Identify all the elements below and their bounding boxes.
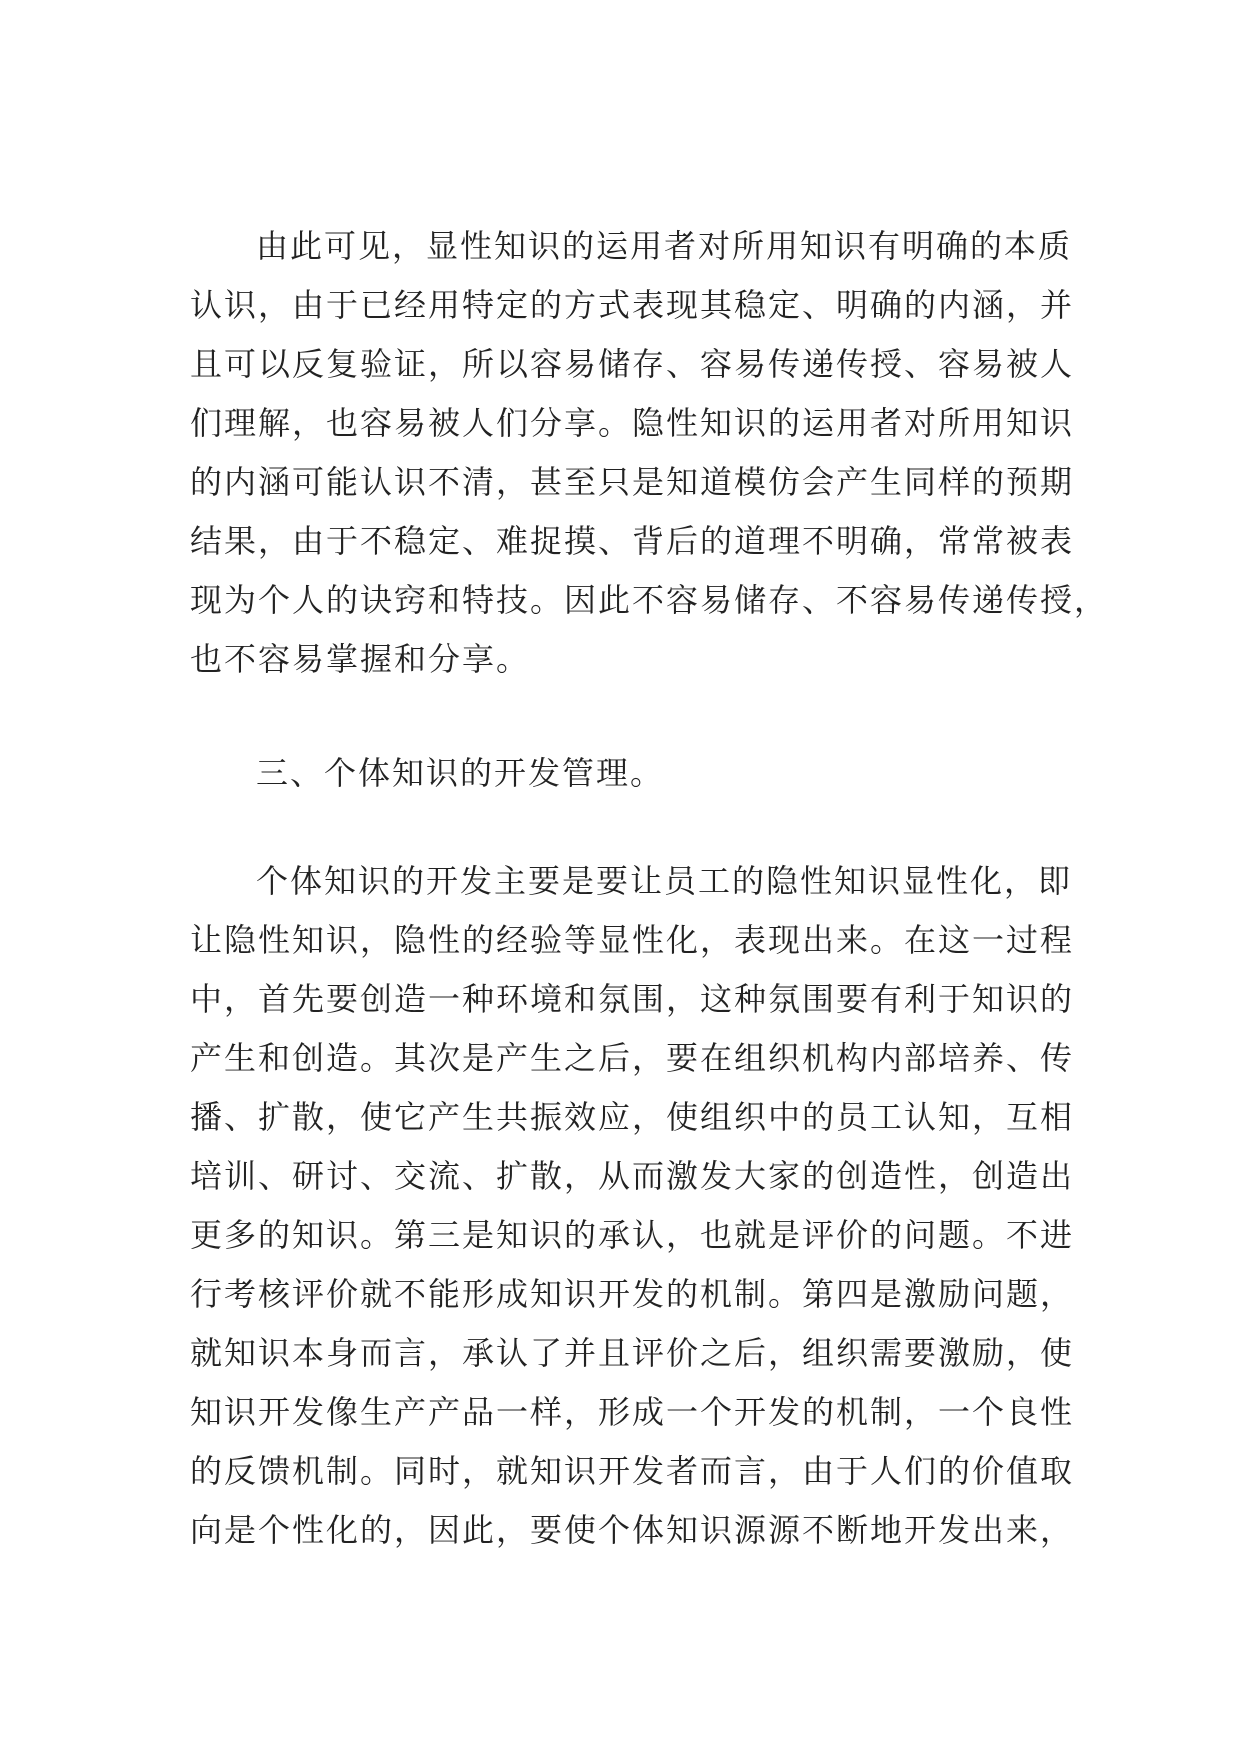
paragraph-line: 让隐性知识，隐性的经验等显性化，表现出来。在这一过程 bbox=[190, 921, 1075, 959]
section-heading-text: 三、个体知识的开发管理。 bbox=[256, 754, 665, 792]
paragraph-line: 个体知识的开发主要是要让员工的隐性知识显性化，即 bbox=[256, 862, 1073, 900]
paragraph-line: 的内涵可能认识不清，甚至只是知道模仿会产生同样的预期 bbox=[190, 463, 1075, 501]
paragraph-line: 的反馈机制。同时，就知识开发者而言，由于人们的价值取 bbox=[190, 1452, 1075, 1490]
paragraph-line: 更多的知识。第三是知识的承认，也就是评价的问题。不进 bbox=[190, 1216, 1075, 1254]
paragraph-line: 结果，由于不稳定、难捉摸、背后的道理不明确，常常被表 bbox=[190, 522, 1075, 560]
paragraph-line: 行考核评价就不能形成知识开发的机制。第四是激励问题， bbox=[190, 1275, 1075, 1313]
paragraph-line: 就知识本身而言，承认了并且评价之后，组织需要激励，使 bbox=[190, 1334, 1075, 1372]
paragraph-line: 知识开发像生产产品一样，形成一个开发的机制，一个良性 bbox=[190, 1393, 1075, 1431]
paragraph-line: 向是个性化的，因此，要使个体知识源源不断地开发出来， bbox=[190, 1511, 1075, 1549]
paragraph-line: 培训、研讨、交流、扩散，从而激发大家的创造性，创造出 bbox=[190, 1157, 1075, 1195]
paragraph-line: 播、扩散，使它产生共振效应，使组织中的员工认知，互相 bbox=[190, 1098, 1075, 1136]
paragraph-line: 们理解，也容易被人们分享。隐性知识的运用者对所用知识 bbox=[190, 404, 1075, 442]
paragraph-line: 由此可见，显性知识的运用者对所用知识有明确的本质 bbox=[256, 227, 1073, 265]
paragraph-line: 认识，由于已经用特定的方式表现其稳定、明确的内涵，并 bbox=[190, 286, 1075, 324]
paragraph-line: 中，首先要创造一种环境和氛围，这种氛围要有利于知识的 bbox=[190, 980, 1075, 1018]
paragraph-line: 且可以反复验证，所以容易储存、容易传递传授、容易被人 bbox=[190, 345, 1075, 383]
section-heading bbox=[190, 744, 1060, 803]
paragraph-line: 也不容易掌握和分享。 bbox=[190, 640, 531, 678]
paragraph-explicit-vs-tacit-knowledge bbox=[190, 217, 1109, 689]
paragraph-individual-knowledge-development bbox=[190, 852, 1075, 1560]
paragraph-line: 现为个人的诀窍和特技。因此不容易储存、不容易传递传授， bbox=[190, 581, 1109, 619]
paragraph-line: 产生和创造。其次是产生之后，要在组织机构内部培养、传 bbox=[190, 1039, 1075, 1077]
